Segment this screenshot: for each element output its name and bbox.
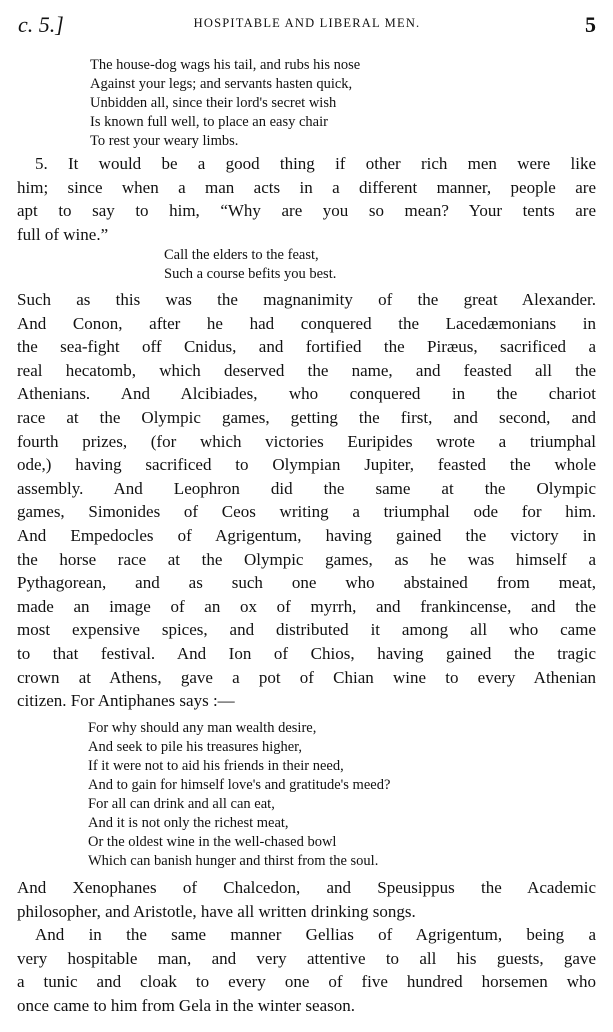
text-line: 5. It would be a good thing if other rich men were like [35,154,596,173]
chapter-marker: c. 5.] [18,12,64,37]
text-line: And in the same manner Gellias of Agrigentum, being a [35,925,596,944]
text-line: once came to him from Gela in the winter season. [17,995,355,1015]
text-line: race at the Olympic games, getting the first, and second, and [17,407,596,427]
text-line: very hospitable man, and very attentive to all his guests, gave [17,948,596,968]
verse-line: Is known full well, to place an easy chair [90,114,328,130]
text-line: citizen. For Antiphanes says :— [17,691,235,711]
paragraph [17,288,596,713]
running-title: HOSPITABLE AND LIBERAL MEN. [193,16,421,30]
text-line: philosopher, and Aristotle, have all written drinking songs. [17,901,416,921]
text-line: apt to say to him, “Why are you so mean? Your tents are [17,201,596,221]
text-line: crown at Athens, gave a pot of Chian wine to every Athenian [17,667,596,687]
verse-line: Or the oldest wine in the well-chased bowl [88,834,337,850]
verse-line: Which can banish hunger and thirst from the soul. [88,853,379,869]
verse-line: If it were not to aid his friends in their need, [88,758,344,774]
verse-line: For all can drink and all can eat, [88,796,275,812]
text-line: games, Simonides of Ceos writing a triumphal ode for him. [17,502,596,522]
verse-line: The house-dog wags his tail, and rubs his nose [90,57,361,73]
text-line: full of wine.” [17,224,109,244]
verse-line: And it is not only the richest meat, [88,815,289,831]
verse-line: Such a course befits you best. [164,266,337,282]
verse-block [164,246,336,284]
text-line: And Conon, after he had conquered the Lacedæmonians in [17,313,596,333]
text-line: Athenians. And Alcibiades, who conquered in the chariot [17,384,596,404]
text-line: fourth prizes, (for which victories Euripides wrote a triumphal [17,431,596,451]
text-line: ode,) having sacrificed to Olympian Jupiter, feasted the whole [17,455,596,475]
text-line: And Xenophanes of Chalcedon, and Speusippus the Academic [17,878,596,897]
text-line: the horse race at the Olympic games, as he was himself a [17,549,596,569]
text-line: real hecatomb, which deserved the name, and feasted all the [17,360,596,380]
verse-line: And seek to pile his treasures higher, [88,739,303,755]
page-number: 5 [585,12,596,37]
text-line: Such as this was the magnanimity of the great Alexander. [17,290,596,309]
paragraph [17,876,596,923]
verse-line: Call the elders to the feast, [164,247,319,263]
paragraph [17,152,596,246]
verse-line: To rest your weary limbs. [90,133,239,149]
verse-line: Unbidden all, since their lord's secret wish [90,95,337,111]
text-line: a tunic and cloak to every one of five hundred horsemen who [17,972,596,992]
verse-block [88,719,390,871]
text-line: the sea-fight off Cnidus, and fortified the Piræus, sacrificed a [17,337,596,357]
text-line: assembly. And Leophron did the same at the Olympic [17,478,596,498]
verse-line: And to gain for himself love's and gratitude's meed? [88,777,391,793]
verse-line: Against your legs; and servants hasten quick, [90,76,353,92]
verse-line: For why should any man wealth desire, [88,720,317,736]
text-line: made an image of an ox of myrrh, and frankincense, and the [17,596,596,616]
paragraph [17,923,596,1017]
text-line: And Empedocles of Agrigentum, having gained the victory in [17,525,596,545]
text-line: Pythagorean, and as such one who abstained from meat, [17,573,596,593]
text-line: most expensive spices, and distributed it among all who came [17,620,596,640]
verse-block [90,56,360,151]
text-line: him; since when a man acts in a different manner, people are [17,177,596,197]
text-line: to that festival. And Ion of Chios, having gained the tragic [17,643,596,663]
running-header [18,10,596,40]
